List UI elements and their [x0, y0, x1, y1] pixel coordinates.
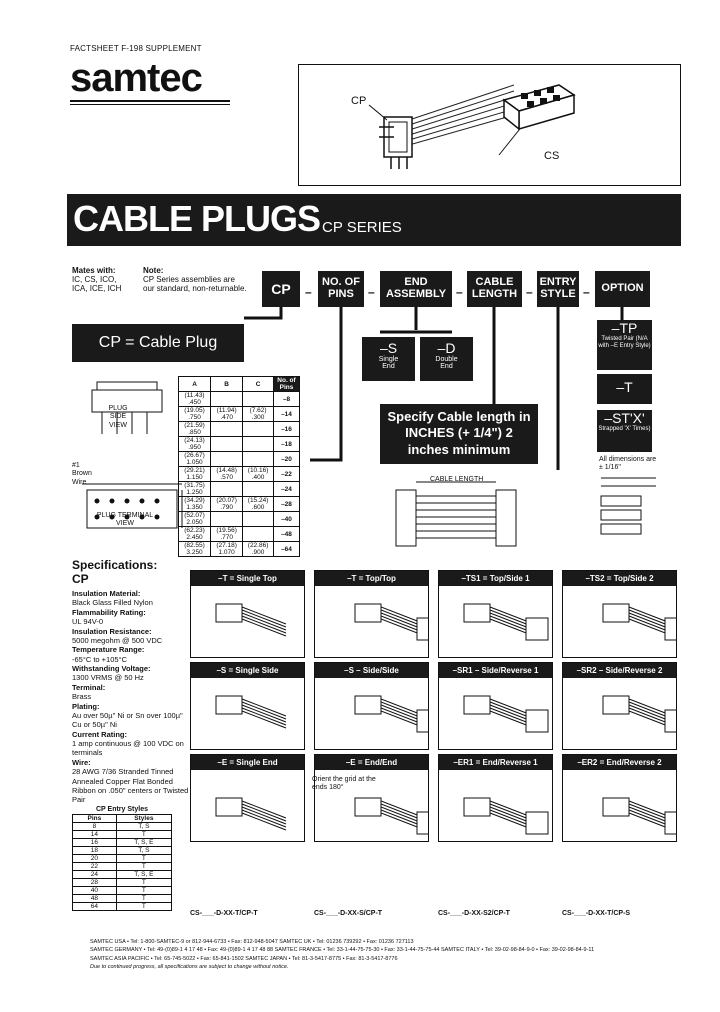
dim-cell [243, 392, 274, 407]
note-line-1: CP Series assemblies are [143, 275, 235, 285]
spec-item [72, 589, 190, 608]
entry-row [73, 839, 172, 847]
option-st-code: –ST'X' [604, 410, 645, 426]
footer-line-1: SAMTEC USA • Tel: 1-800-SAMTEC-9 or 812-944-6733 • Fax: 812-948-5047 SAMTEC UK • Tel: 01236 739292 • Fax: 01236 727113 [90, 939, 414, 945]
dim-row [179, 437, 300, 452]
dim-header-c: C [243, 377, 274, 392]
entry-table-title: CP Entry Styles [95, 806, 148, 813]
code-box-cable-length: CABLE LENGTH [467, 271, 522, 307]
dim-cell: (7.62) .300 [243, 407, 274, 422]
entry-pins-cell: 24 [73, 871, 117, 879]
entry-style-illustration [439, 678, 552, 749]
entry-styles-cell: T [116, 855, 171, 863]
mates-line-1: IC, CS, ICO, [72, 275, 117, 285]
spec-value: 28 AWG 7/36 Stranded Tinned Annealed Copper Flat Bonded Ribbon on .050" centers or Twisted Pair [72, 767, 189, 805]
dim-pins-cell: –20 [273, 452, 299, 467]
dim-pins-cell: –28 [273, 497, 299, 512]
dim-cell [243, 527, 274, 542]
spec-item [72, 702, 190, 730]
code-box-pins: NO. OF PINS [318, 271, 364, 307]
spec-value: UL 94V-0 [72, 617, 103, 627]
dim-cell [211, 422, 243, 437]
option-t: –T [597, 374, 652, 404]
entry-row [73, 847, 172, 855]
entry-styles-cell: T [116, 831, 171, 839]
dim-cell [211, 437, 243, 452]
entry-style-illustration [191, 586, 304, 657]
dim-cell: (52.07) 2.050 [179, 512, 211, 527]
spec-value: Black Glass Filled Nylon [72, 598, 153, 608]
dim-cell [211, 452, 243, 467]
entry-row [73, 879, 172, 887]
entry-style-illustration [191, 678, 304, 749]
entry-style-illustration [439, 770, 552, 841]
dim-cell: (62.23) 2.450 [179, 527, 211, 542]
entry-header-styles: Styles [116, 815, 171, 823]
dim-header-pins: No. of Pins [273, 377, 299, 392]
entry-row [73, 887, 172, 895]
entry-style-panel [562, 662, 677, 750]
entry-style-panel-title: –T = Top/Top [315, 571, 428, 586]
end-single [362, 337, 415, 381]
dim-cell: (19.56) .770 [211, 527, 243, 542]
dim-row [179, 482, 300, 497]
entry-pins-cell: 64 [73, 903, 117, 911]
entry-pins-cell: 18 [73, 847, 117, 855]
entry-row [73, 823, 172, 831]
end-s-desc: Single End [378, 356, 399, 370]
dim-row [179, 422, 300, 437]
entry-style-panel [438, 754, 553, 842]
dim-cell [243, 422, 274, 437]
entry-pins-cell: 8 [73, 823, 117, 831]
dim-cell [211, 482, 243, 497]
dim-cell [211, 512, 243, 527]
option-tp-desc: Twisted Pair (N/A with –E Entry Style) [598, 336, 651, 349]
entry-style-illustration [315, 586, 428, 657]
spec-item [72, 664, 190, 683]
dim-row [179, 527, 300, 542]
part-number-example: CS-___-D-XX-S2/CP-T [438, 910, 510, 917]
spec-title: Specifications: [72, 558, 158, 572]
dim-row [179, 452, 300, 467]
entry-style-panel [314, 662, 429, 750]
entry-row [73, 895, 172, 903]
entry-styles-cell: T [116, 895, 171, 903]
entry-style-illustration [191, 770, 304, 841]
entry-style-panel-title: –TS2 = Top/Side 2 [563, 571, 676, 586]
spec-value: Au over 50µ" Ni or Sn over 100µ" Cu or 50µ" Ni [72, 710, 183, 730]
samtec-logo: samtec [70, 56, 202, 100]
entry-style-panel-title: –SR1 – Side/Reverse 1 [439, 663, 552, 678]
spec-subtitle: CP [72, 572, 89, 586]
dimension-table [178, 376, 300, 557]
cable-length-instruction: Specify Cable length in INCHES (+ 1/4") 2 inches minimum [380, 404, 538, 464]
dim-cell: (29.21) 1.150 [179, 467, 211, 482]
dash-4: – [526, 285, 533, 299]
spec-value: Brass [72, 692, 92, 702]
spec-item [72, 627, 190, 646]
brown-wire-label: #1 Brown Wire [72, 462, 92, 486]
dim-pins-cell: –16 [273, 422, 299, 437]
dim-row [179, 407, 300, 422]
dim-cell [243, 512, 274, 527]
entry-style-panel [314, 570, 429, 658]
series-label: CP SERIES [322, 219, 402, 236]
dash-3: – [456, 285, 463, 299]
cp-definition: CP = Cable Plug [72, 324, 244, 362]
code-box-end-assembly: END ASSEMBLY [380, 271, 452, 307]
entry-style-illustration [315, 678, 428, 749]
dim-cell: (15.24) .600 [243, 497, 274, 512]
spec-item [72, 730, 190, 758]
strap-drawing [596, 468, 666, 548]
dim-row [179, 392, 300, 407]
spec-item [72, 608, 190, 627]
code-box-option: OPTION [595, 271, 650, 307]
spec-value: 1300 VRMS @ 50 Hz [72, 673, 144, 683]
entry-styles-cell: T, S, E [116, 871, 171, 879]
code-box-entry-style: ENTRY STYLE [537, 271, 579, 307]
entry-style-illustration [563, 770, 676, 841]
footer [90, 938, 690, 971]
dim-cell: (20.07) .790 [211, 497, 243, 512]
mates-title: Mates with: [72, 266, 116, 275]
end-double [420, 337, 473, 381]
dim-cell: (11.43) .450 [179, 392, 211, 407]
entry-pins-cell: 40 [73, 887, 117, 895]
entry-style-panel-title: –S = Single Side [191, 663, 304, 678]
spec-label: Current Rating: [72, 729, 127, 739]
entry-pins-cell: 16 [73, 839, 117, 847]
entry-style-panel-title: –ER1 = End/Reverse 1 [439, 755, 552, 770]
dash-1: – [305, 285, 312, 299]
dim-cell: (10.16) .400 [243, 467, 274, 482]
entry-style-panel [562, 570, 677, 658]
spec-label: Withstanding Voltage: [72, 664, 151, 673]
dim-cell: (11.94) .470 [211, 407, 243, 422]
factsheet-label: FACTSHEET F-198 SUPPLEMENT [70, 44, 202, 53]
entry-row [73, 831, 172, 839]
entry-style-illustration [563, 678, 676, 749]
end-d-code: –D [437, 340, 456, 356]
entry-style-panel [190, 662, 305, 750]
entry-pins-cell: 14 [73, 831, 117, 839]
dim-pins-cell: –14 [273, 407, 299, 422]
entry-row [73, 855, 172, 863]
dim-cell: (31.75) 1.250 [179, 482, 211, 497]
entry-styles-cell: T [116, 903, 171, 911]
footer-line-2: SAMTEC GERMANY • Tel: 49-(0)89-1 4 17 48 • Fax: 49-(0)89-1 4 17 48 88 SAMTEC FRANCE • Tel: 33-1-44-75-75-30 • Fax: 33-1-44-75-75-44 SAMTEC ITALY • Tel: 39-02-98-84-9-0 • Fax: 39-02-98-84-9-11 [90, 947, 595, 954]
entry-row [73, 871, 172, 879]
option-st-desc: Strapped 'X' Times) [598, 426, 651, 432]
note-title: Note: [143, 266, 164, 275]
entry-style-panel-title: –SR2 – Side/Reverse 2 [563, 663, 676, 678]
dim-row [179, 512, 300, 527]
entry-pins-cell: 22 [73, 863, 117, 871]
dim-cell: (22.86) .900 [243, 542, 274, 557]
entry-styles-cell: T, S, E [116, 839, 171, 847]
entry-styles-cell: T [116, 887, 171, 895]
dash-2: – [368, 285, 375, 299]
entry-style-panel [190, 754, 305, 842]
dim-cell: (34.29) 1.350 [179, 497, 211, 512]
dim-cell: (19.05) .750 [179, 407, 211, 422]
entry-row [73, 903, 172, 911]
spec-label: Plating: [72, 701, 100, 711]
part-number-example: CS-___-D-XX-T/CP-T [190, 910, 258, 917]
specifications [72, 558, 190, 805]
dim-cell [243, 452, 274, 467]
dim-header-a: A [179, 377, 211, 392]
part-number-example: CS-___-D-XX-S/CP-T [314, 910, 383, 917]
plug-side-label: PLUG SIDE VIEW [108, 405, 128, 429]
page-title: CABLE PLUGS [73, 198, 321, 239]
dim-row [179, 542, 300, 557]
dim-cell [243, 437, 274, 452]
entry-pins-cell: 48 [73, 895, 117, 903]
entry-style-panel [190, 570, 305, 658]
entry-style-panel [438, 570, 553, 658]
mates-line-2: ICA, ICE, ICH [72, 284, 122, 294]
entry-style-panel [562, 754, 677, 842]
spec-item [72, 683, 190, 702]
spec-label: Terminal: [72, 682, 106, 692]
entry-styles-cell: T [116, 879, 171, 887]
entry-styles-cell: T [116, 863, 171, 871]
spec-label: Temperature Range: [72, 645, 145, 655]
dim-pins-cell: –40 [273, 512, 299, 527]
dim-pins-cell: –24 [273, 482, 299, 497]
entry-orient-note: Orient the grid at the ends 180° [312, 776, 376, 792]
dim-header-b: B [211, 377, 243, 392]
entry-style-panel [438, 662, 553, 750]
entry-style-panel-title: –ER2 = End/Reverse 2 [563, 755, 676, 770]
entry-style-panel-title: –TS1 = Top/Side 1 [439, 571, 552, 586]
dim-cell: (24.13) .950 [179, 437, 211, 452]
dim-cell: (21.59) .850 [179, 422, 211, 437]
entry-styles [72, 806, 172, 911]
cp-callout: CP [351, 95, 367, 107]
entry-styles-cell: T, S [116, 847, 171, 855]
dim-row [179, 497, 300, 512]
dim-cell: (82.55) 3.250 [179, 542, 211, 557]
footer-line-4: Due to continued progress, all specifications are subject to change without notice. [90, 963, 289, 970]
spec-item [72, 645, 190, 664]
option-tp [597, 320, 652, 370]
dim-pins-cell: –8 [273, 392, 299, 407]
cable-length-label: CABLE LENGTH [430, 476, 484, 483]
spec-label: Insulation Material: [72, 589, 141, 598]
dim-cell: (27.18) 1.070 [211, 542, 243, 557]
dim-pins-cell: –18 [273, 437, 299, 452]
spec-item [72, 758, 190, 805]
entry-header-pins: Pins [73, 815, 117, 823]
entry-pins-cell: 28 [73, 879, 117, 887]
entry-style-panel-title: –S – Side/Side [315, 663, 428, 678]
spec-label: Flammability Rating: [72, 607, 146, 617]
dim-cell [243, 482, 274, 497]
end-d-desc: Double End [435, 356, 458, 370]
entry-style-illustration [563, 586, 676, 657]
plug-terminal-label: PLUG TERMINAL VIEW [96, 512, 154, 528]
end-s-code: –S [379, 340, 398, 356]
option-tp-code: –TP [611, 320, 638, 336]
entry-style-panel [314, 754, 429, 842]
code-box-cp: CP [262, 271, 300, 307]
cs-callout: CS [544, 150, 560, 162]
part-number-example: CS-___-D-XX-T/CP-S [562, 910, 631, 917]
option-st [597, 410, 652, 452]
dim-pins-cell: –48 [273, 527, 299, 542]
entry-style-panel-title: –T = Single Top [191, 571, 304, 586]
spec-value: -65°C to +105°C [72, 654, 127, 664]
spec-value: 5000 megohm @ 500 VDC [72, 635, 163, 645]
footer-line-3: SAMTEC ASIA PACIFIC • Tel: 65-745-5022 • Fax: 65-841-1502 SAMTEC JAPAN • Tel: 81-3-5417-8775 • Fax: 81-3-5417-8776 [90, 955, 398, 962]
entry-row [73, 863, 172, 871]
dim-cell: (26.67) 1.050 [179, 452, 211, 467]
dim-row [179, 467, 300, 482]
entry-styles-cell: T, S [116, 823, 171, 831]
entry-style-grid [190, 570, 682, 925]
entry-pins-cell: 20 [73, 855, 117, 863]
dims-note: All dimensions are ± 1/16" [599, 456, 657, 472]
dim-pins-cell: –64 [273, 542, 299, 557]
entry-style-panel-title: –E = Single End [191, 755, 304, 770]
entry-style-panel-title: –E = End/End [315, 755, 428, 770]
dim-cell: (14.48) .570 [211, 467, 243, 482]
dim-cell [211, 392, 243, 407]
entry-style-illustration [439, 586, 552, 657]
note-line-2: our standard, non-returnable. [143, 284, 247, 294]
entry-table [72, 814, 172, 911]
dash-5: – [583, 285, 590, 299]
spec-value: 1 amp continuous @ 100 VDC on terminals [72, 739, 184, 758]
dim-pins-cell: –22 [273, 467, 299, 482]
spec-label: Wire: [72, 757, 91, 767]
spec-label: Insulation Resistance: [72, 626, 152, 636]
